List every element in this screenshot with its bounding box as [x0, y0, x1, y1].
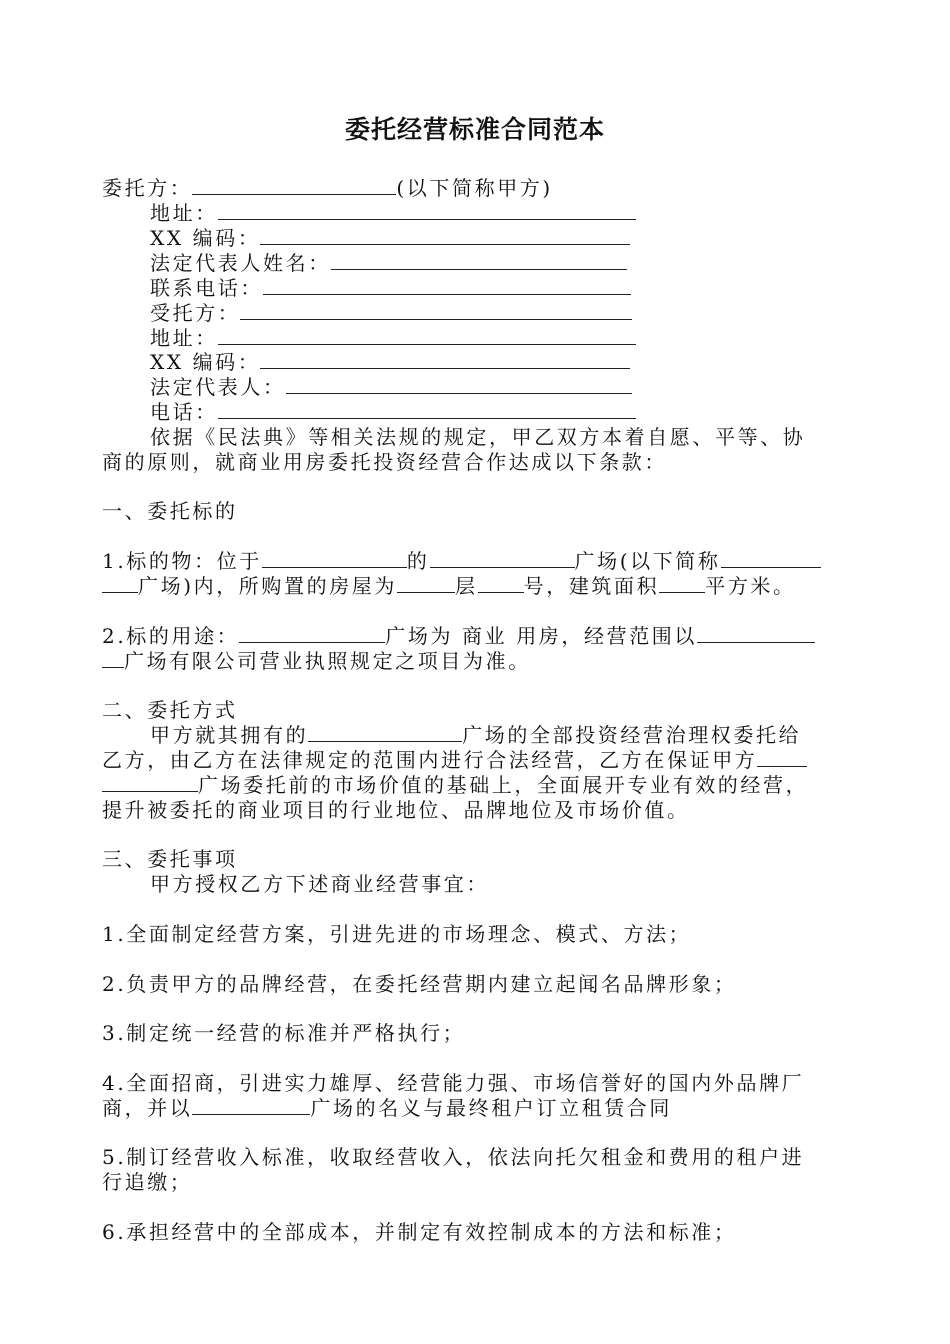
blank-plaza [239, 624, 385, 643]
intro-line-1: 依据《民法典》等相关法规的规定，甲乙双方本着自愿、平等、协 [150, 425, 806, 449]
party-b-rep-line [150, 375, 632, 399]
party-b-rep-label: 法定代表人： [150, 375, 286, 399]
section-1-item-2-line-1 [102, 624, 815, 648]
section-1-heading: 一、委托标的 [102, 499, 238, 523]
section-1-item-2-line-2 [102, 649, 531, 673]
section-2-heading: 二、委托方式 [102, 698, 238, 722]
blank-floor [397, 574, 455, 593]
party-b-phone-blank [218, 400, 636, 419]
party-a-label: 委托方： [102, 176, 193, 200]
text: 平方米。 [705, 574, 796, 598]
text: 甲方就其拥有的 [150, 723, 309, 747]
section-2-line-2 [102, 748, 807, 772]
party-b-rep-blank [286, 375, 632, 394]
party-b-label: 受托方： [150, 301, 241, 325]
text: 广场为 商业 用房，经营范围以 [385, 624, 698, 648]
blank-plaza-value-cont [102, 773, 198, 792]
text: 层 [455, 574, 478, 598]
section-3-item-5-line-1: 5.制订经营收入标准，收取经营收入，依法向托欠租金和费用的租户进 [102, 1145, 805, 1169]
blank-location-2 [430, 549, 575, 568]
party-a-suffix: (以下简称甲方) [396, 176, 553, 200]
party-a-address-label: 地址： [150, 201, 218, 225]
blank-company [697, 624, 815, 643]
intro-line-2: 商的原则，就商业用房委托投资经营合作达成以下条款： [102, 450, 667, 474]
party-b-phone-line [150, 400, 636, 424]
party-a-code-blank [260, 226, 630, 245]
party-b-address-line [150, 326, 636, 350]
party-a-rep-label: 法定代表人姓名： [150, 251, 331, 275]
text: 乙方，由乙方在法律规定的范围内进行合法经营，乙方在保证甲方 [102, 748, 758, 772]
party-a-address-line [150, 201, 636, 225]
text: 广场的名义与最终租户订立租赁合同 [310, 1096, 673, 1120]
document-title: 委托经营标准合同范本 [344, 115, 605, 144]
section-3-item-3: 3.制定统一经营的标准并严格执行； [102, 1021, 466, 1045]
text: 广场有限公司营业执照规定之项目为准。 [124, 649, 531, 673]
blank-company-cont [102, 649, 124, 668]
text: 广场)内，所购置的房屋为 [138, 574, 398, 598]
blank-plaza-value [757, 748, 807, 767]
party-a-blank [192, 176, 396, 195]
party-b-code-blank [260, 350, 630, 369]
section-2-line-3 [102, 773, 808, 797]
section-3-item-2: 2.负责甲方的品牌经营，在委托经营期内建立起闻名品牌形象； [102, 972, 737, 996]
party-a-phone-line [150, 276, 631, 300]
section-1-item-1-line-1 [102, 549, 821, 573]
text: 商，并以 [102, 1096, 193, 1120]
text: 广场(以下简称 [574, 549, 721, 573]
section-1-item-1-line-2 [102, 574, 796, 598]
party-a-phone-label: 联系电话： [150, 276, 263, 300]
party-a-code-label: XX 编码： [150, 226, 261, 250]
text: 的 [406, 549, 430, 573]
party-b-phone-label: 电话： [150, 400, 218, 424]
text: 2.标的用途： [102, 624, 240, 648]
party-a-rep-blank [331, 251, 627, 270]
section-2-line-4: 提升被委托的商业项目的行业地位、品牌地位及市场价值。 [102, 798, 690, 822]
party-a-rep-line [150, 251, 627, 275]
blank-plaza-name-cont [102, 574, 138, 593]
blank-area [659, 574, 705, 593]
party-b-address-label: 地址： [150, 326, 218, 350]
blank-plaza-lease [192, 1096, 310, 1115]
party-a-line [102, 176, 553, 200]
party-b-address-blank [218, 326, 636, 345]
blank-unit [478, 574, 524, 593]
party-a-phone-blank [263, 276, 631, 295]
section-3-item-1: 1.全面制定经营方案，引进先进的市场理念、模式、方法； [102, 922, 692, 946]
section-3-item-5-line-2: 行追缴； [102, 1170, 193, 1194]
section-2-line-1 [150, 723, 801, 747]
party-b-code-line [150, 350, 630, 374]
text: 广场的全部投资经营治理权委托给 [462, 723, 802, 747]
text: 号，建筑面积 [523, 574, 660, 598]
party-b-code-label: XX 编码： [150, 350, 261, 374]
blank-plaza-owned [308, 723, 462, 742]
party-b-line [150, 301, 632, 325]
section-3-item-4-line-1: 4.全面招商，引进实力雄厚、经营能力强、市场信誉好的国内外品牌厂 [102, 1071, 805, 1095]
party-a-address-blank [218, 201, 636, 220]
blank-location [262, 549, 407, 568]
blank-plaza-name [721, 549, 821, 568]
section-3-item-6: 6.承担经营中的全部成本，并制定有效控制成本的方法和标准； [102, 1220, 737, 1244]
text: 1.标的物：位于 [102, 549, 262, 573]
text: 广场委托前的市场价值的基础上，全面展开专业有效的经营， [198, 773, 809, 797]
section-3-item-4-line-2 [102, 1096, 672, 1120]
section-3-intro: 甲方授权乙方下述商业经营事宜： [150, 872, 489, 896]
party-b-blank [240, 301, 632, 320]
party-a-code-line [150, 226, 630, 250]
section-3-heading: 三、委托事项 [102, 847, 238, 871]
